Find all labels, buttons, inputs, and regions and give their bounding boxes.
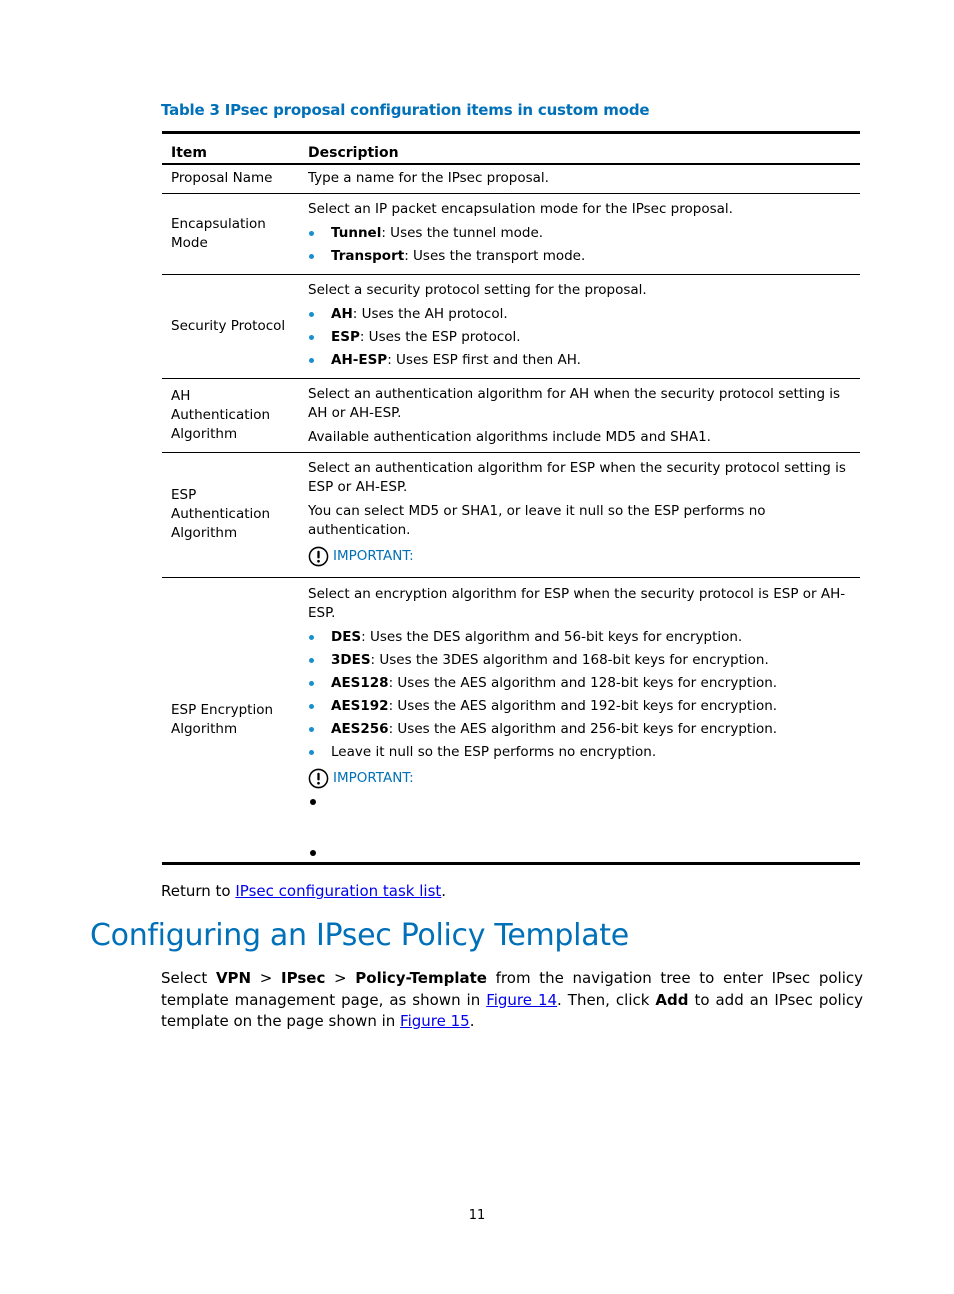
bullet-list	[308, 628, 851, 762]
term: AH-ESP	[331, 351, 388, 368]
proposal-config-table	[162, 131, 860, 865]
table-row	[162, 452, 860, 577]
list-item: AH: Uses the AH protocol.	[308, 305, 851, 324]
description-cell	[299, 193, 860, 274]
exclamation-circle-icon	[308, 768, 329, 789]
page-number: 11	[468, 1208, 486, 1223]
body-paragraph: Select VPN > IPsec > Policy-Template from the navigation tree to enter IPsec policy template management page, as shown in Figure 14. Then, click Add to add an IPsec policy template on the page shown in Figure 15.	[161, 969, 864, 1030]
list-item: Transport: Uses the transport mode.	[308, 247, 851, 266]
item-cell: ESP Encryption Algorithm	[162, 577, 299, 863]
description-cell	[299, 378, 860, 452]
return-line: Return to IPsec configuration task list.	[161, 882, 447, 900]
description-text: Select an authentication algorithm for AH when the security protocol setting is AH or AH-ESP.	[308, 386, 841, 421]
list-item: AES128: Uses the AES algorithm and 128-bit keys for encryption.	[308, 674, 851, 693]
important-note	[308, 768, 851, 789]
list-item: AH-ESP: Uses ESP first and then AH.	[308, 351, 851, 370]
term: AES192	[331, 697, 389, 714]
item-cell: Security Protocol	[162, 274, 299, 378]
list-item: Leave it null so the ESP performs no encryption.	[308, 743, 851, 762]
table-row	[162, 274, 860, 378]
important-label: IMPORTANT:	[333, 547, 414, 564]
important-label: IMPORTANT:	[333, 769, 414, 786]
list-item: DES: Uses the DES algorithm and 56-bit keys for encryption.	[308, 628, 851, 647]
term: ESP	[331, 328, 360, 345]
list-item: 3DES: Uses the 3DES algorithm and 168-bit keys for encryption.	[308, 651, 851, 670]
description-text: Select a security protocol setting for the proposal.	[308, 281, 647, 298]
table-row	[162, 164, 860, 193]
item-cell: Proposal Name	[162, 164, 299, 193]
header-item: Item	[162, 133, 299, 165]
description-text: Select an IP packet encapsulation mode for the IPsec proposal.	[308, 200, 733, 217]
list-item: AES192: Uses the AES algorithm and 192-bit keys for encryption.	[308, 697, 851, 716]
description-cell	[299, 452, 860, 577]
list-item: AES256: Uses the AES algorithm and 256-bit keys for encryption.	[308, 720, 851, 739]
table-caption: Table 3 IPsec proposal configuration items in custom mode	[161, 101, 650, 119]
description-text: Select an authentication algorithm for ESP when the security protocol setting is ESP or AH-ESP.	[308, 459, 846, 495]
table-row	[162, 577, 860, 863]
description-text: Type a name for the IPsec proposal.	[308, 170, 549, 187]
term: DES	[331, 628, 362, 645]
term: Transport	[331, 247, 405, 264]
table-header-row	[162, 133, 860, 165]
figure-15-link[interactable]: Figure 15	[400, 1012, 470, 1030]
description-cell	[299, 274, 860, 378]
task-list-link[interactable]: IPsec configuration task list	[235, 882, 442, 900]
figure-14-link[interactable]: Figure 14	[486, 990, 558, 1009]
description-cell	[299, 577, 860, 863]
bullet-dot	[310, 850, 316, 856]
item-cell: Encapsulation Mode	[162, 193, 299, 274]
term: 3DES	[331, 651, 371, 668]
term: Tunnel	[331, 224, 382, 241]
description-text: You can select MD5 or SHA1, or leave it null so the ESP performs no authentication.	[308, 502, 766, 538]
item-cell: AH Authentication Algorithm	[162, 378, 299, 452]
table-row	[162, 193, 860, 274]
exclamation-circle-icon	[308, 546, 329, 567]
term: AES256	[331, 720, 389, 737]
term: AES128	[331, 674, 389, 691]
header-description: Description	[299, 133, 860, 165]
list-item: ESP: Uses the ESP protocol.	[308, 328, 851, 347]
description-cell	[299, 164, 860, 193]
table-row	[162, 378, 860, 452]
term: AH	[331, 305, 353, 322]
description-text: Select an encryption algorithm for ESP when the security protocol is ESP or AH-ESP.	[308, 585, 846, 621]
list-item: Tunnel: Uses the tunnel mode.	[308, 224, 851, 243]
item-cell: ESP Authentication Algorithm	[162, 452, 299, 577]
section-heading: Configuring an IPsec Policy Template	[90, 918, 629, 953]
description-text: Available authentication algorithms include MD5 and SHA1.	[308, 429, 711, 445]
bullet-list	[308, 305, 851, 370]
bullet-list	[308, 224, 851, 266]
bullet-dot	[310, 799, 316, 805]
important-note	[308, 546, 851, 567]
